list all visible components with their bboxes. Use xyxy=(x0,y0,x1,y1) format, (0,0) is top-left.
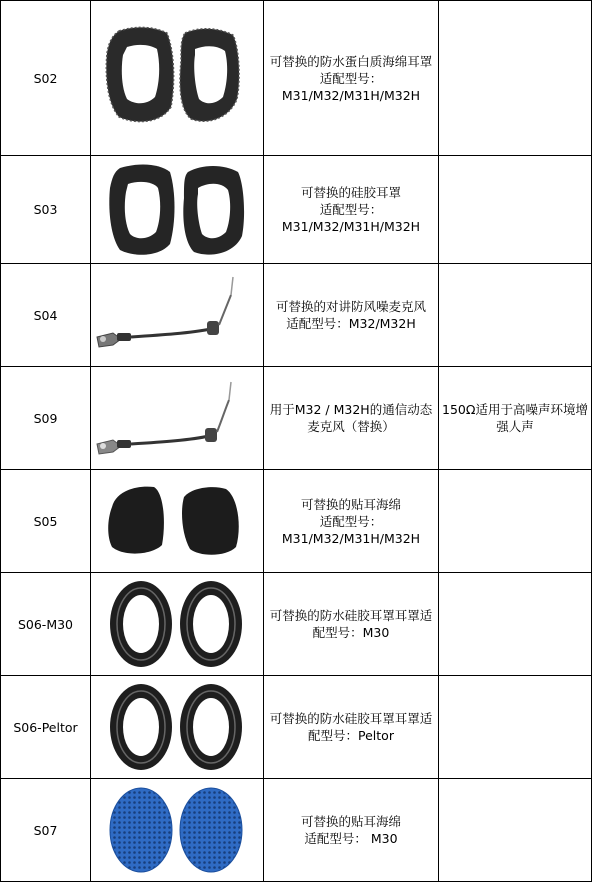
description-cell xyxy=(264,156,439,264)
part-code: S03 xyxy=(33,202,58,217)
description-cell xyxy=(264,1,439,156)
description-line: 可替换的防水硅胶耳罩耳罩适 xyxy=(269,711,433,726)
note-cell xyxy=(439,676,592,779)
gel-ear-seals-peltor-image xyxy=(107,681,247,773)
note-cell xyxy=(439,1,592,156)
description-cell xyxy=(264,264,439,367)
description-line: 可替换的贴耳海绵 xyxy=(300,814,401,829)
description-cell xyxy=(264,573,439,676)
table-row xyxy=(1,676,592,779)
table-row xyxy=(1,573,592,676)
part-code-cell xyxy=(1,367,91,470)
note-cell xyxy=(439,367,592,470)
part-code: S05 xyxy=(33,513,58,529)
product-image-cell xyxy=(91,573,264,676)
description-line: 可替换的防水硅胶耳罩耳罩适 xyxy=(269,608,433,623)
description-line: 适配型号： M30 xyxy=(304,831,398,846)
description-cell xyxy=(264,470,439,573)
part-code: S09 xyxy=(33,410,58,426)
product-image-cell xyxy=(91,264,264,367)
table-row xyxy=(1,779,592,882)
part-code-cell xyxy=(1,573,91,676)
product-image-cell xyxy=(91,156,264,264)
note-text: 150Ω适用于高噪声环境增强人声 xyxy=(442,402,588,434)
description-line: 可替换的贴耳海绵 xyxy=(300,496,401,512)
product-image-cell xyxy=(91,470,264,573)
description-line: 适配型号： xyxy=(319,513,383,529)
product-image-cell xyxy=(91,367,264,470)
part-code-cell xyxy=(1,156,91,264)
description-line: 麦克风（替换） xyxy=(307,419,395,434)
description-cell xyxy=(264,676,439,779)
description-line: 配型号：Peltor xyxy=(308,728,394,743)
note-cell xyxy=(439,264,592,367)
description-line: M31/M32/M31H/M32H xyxy=(281,87,421,103)
description-line: 适配型号：M32/M32H xyxy=(286,316,416,331)
description-line: 用于M32 / M32H的通信动态 xyxy=(269,402,433,417)
table-row xyxy=(1,367,592,470)
silicone-ear-cushions-image xyxy=(102,162,252,258)
description-cell xyxy=(264,367,439,470)
blue-mesh-pads-image xyxy=(107,785,247,875)
part-code: S06-Peltor xyxy=(13,719,78,735)
note-cell xyxy=(439,779,592,882)
product-image-cell xyxy=(91,779,264,882)
leather-ear-cushions-image xyxy=(97,23,257,133)
dynamic-boom-microphone-image xyxy=(91,378,263,458)
part-code-cell xyxy=(1,264,91,367)
note-cell xyxy=(439,156,592,264)
note-cell xyxy=(439,470,592,573)
boom-microphone-image xyxy=(91,275,263,355)
part-code-cell xyxy=(1,1,91,156)
product-image-cell xyxy=(91,676,264,779)
note-cell xyxy=(439,573,592,676)
part-code: S07 xyxy=(33,822,58,838)
description-line: M31/M32/M31H/M32H xyxy=(281,530,421,546)
table-row xyxy=(1,470,592,573)
description-line: 可替换的对讲防风噪麦克风 xyxy=(275,299,426,314)
description-line: 可替换的防水蛋白质海绵耳罩 xyxy=(269,53,433,69)
foam-pads-image xyxy=(102,483,252,559)
table-row xyxy=(1,1,592,156)
part-code-cell xyxy=(1,779,91,882)
description-cell xyxy=(264,779,439,882)
gel-ear-seals-image xyxy=(107,578,247,670)
description-line: 适配型号： xyxy=(319,202,383,217)
description-line: 适配型号： xyxy=(319,70,383,86)
description-line: 配型号：M30 xyxy=(312,625,390,640)
part-code: S04 xyxy=(33,307,58,323)
table-row xyxy=(1,264,592,367)
part-code-cell xyxy=(1,470,91,573)
description-line: M31/M32/M31H/M32H xyxy=(281,219,421,234)
table-row xyxy=(1,156,592,264)
part-code: S06-M30 xyxy=(17,616,74,632)
description-line: 可替换的硅胶耳罩 xyxy=(300,185,401,200)
product-image-cell xyxy=(91,1,264,156)
part-code-cell xyxy=(1,676,91,779)
part-code: S02 xyxy=(33,70,58,86)
